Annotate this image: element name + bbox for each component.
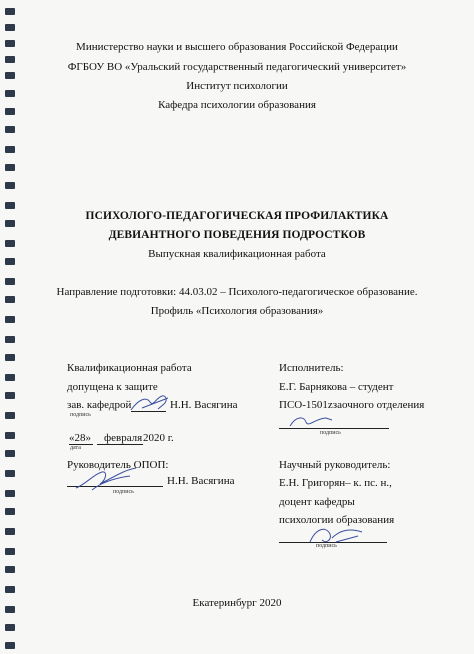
approval-label-line1: Квалификационная работа [67, 362, 192, 374]
head-of-department-label: зав. кафедрой [67, 399, 132, 411]
head-of-department-name: Н.Н. Васягина [170, 399, 238, 411]
student-signature-caption: подпись [320, 430, 341, 436]
student-signature-image [286, 412, 336, 432]
signature-caption: подпись [70, 412, 91, 418]
approval-label-line2: допущена к защите [67, 381, 158, 393]
advisor-name: Е.Н. Григорян– к. пс. н., [279, 477, 392, 489]
advisor-position-line1: доцент кафедры [279, 496, 355, 508]
date-month-underline [97, 444, 143, 445]
supervisor-label: Руководитель ОПОП: [67, 459, 169, 471]
date-day: «28» [69, 432, 91, 444]
ministry-line: Министерство науки и высшего образования Российской Федерации [76, 41, 398, 53]
work-type: Выпускная квалификационная работа [148, 248, 326, 260]
institute-line: Институт психологии [186, 80, 288, 92]
direction-line: Направление подготовки: 44.03.02 – Психолого-педагогическое образование. [56, 286, 418, 298]
university-line: ФГБОУ ВО «Уральский государственный педагогический университет» [67, 61, 407, 73]
head-signature-image [128, 392, 172, 414]
date-caption: дата [70, 445, 81, 451]
thesis-title-line1: ПСИХОЛОГО-ПЕДАГОГИЧЕСКАЯ ПРОФИЛАКТИКА [85, 210, 389, 222]
supervisor-name: Н.Н. Васягина [167, 475, 235, 487]
executor-label: Исполнитель: [279, 362, 344, 374]
department-line: Кафедра психологии образования [158, 99, 316, 111]
city-year: Екатеринбург 2020 [192, 597, 282, 609]
student-name: Е.Г. Барнякова – студент [279, 381, 394, 393]
student-group: ПСО-1501zзаочного отделения [279, 399, 425, 411]
date-year: 2020 г. [143, 432, 174, 444]
advisor-label: Научный руководитель: [279, 459, 391, 471]
thesis-title-line2: ДЕВИАНТНОГО ПОВЕДЕНИЯ ПОДРОСТКОВ [108, 229, 366, 241]
profile-line: Профиль «Психология образования» [150, 305, 324, 317]
supervisor-signature-caption: подпись [113, 489, 134, 495]
advisor-position-line2: психологии образования [279, 514, 395, 526]
date-month: февраля [104, 432, 143, 444]
advisor-signature-caption: подпись [316, 543, 337, 549]
